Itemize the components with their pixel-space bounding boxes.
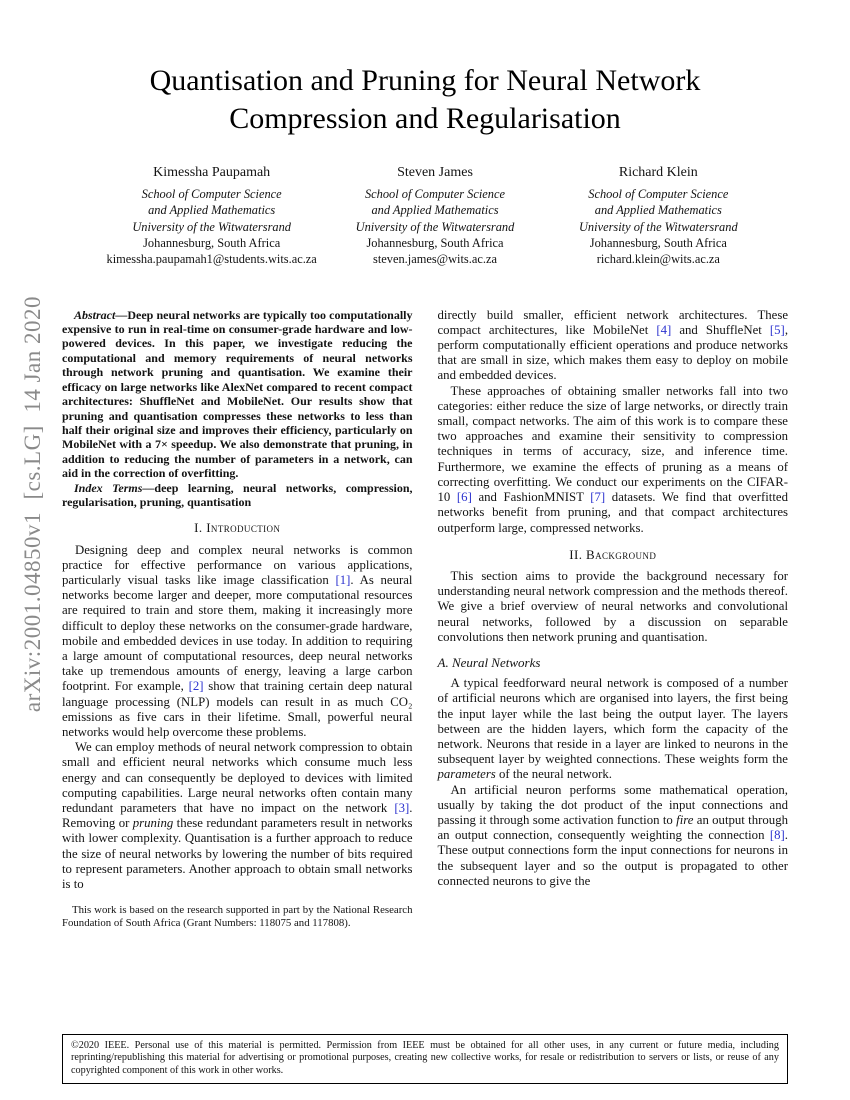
- index-terms: Index Terms—deep learning, neural networks, compression, regularisation, pruning, quantisation: [62, 480, 413, 509]
- author-name: Steven James: [397, 164, 473, 180]
- paper-title: [95, 62, 755, 139]
- paragraph: This section aims to provide the background necessary for understanding neural network compression and the methods thereof. We give a brief overview of neural networks and convolutional neural networks, followed by a discussion on separable convolutions then network pruning and quantisation.: [437, 568, 788, 644]
- paragraph: Designing deep and complex neural networks is common practice for effective performance on various applications, particularly visual tasks like image classification [1]. As neural networks become larger and deeper, more computational resources are required to train and store them, making it increasingly more difficult to deploy these networks on the consumer-grade hardware, mobile and embedded devices in use today. In addition to requiring a large amount of computational resources, deep neural networks take up tremendous amounts of energy, leaving a large carbon footprint. For example, [2] show that training certain deep natural language processing (NLP) models can result in as much CO₂ emissions as five cars in their lifetime. Small, powerful neural networks would help overcome these problems.: [62, 542, 413, 739]
- author-affiliation-line: School of Computer Science: [364, 186, 506, 201]
- author-affiliation-line: and Applied Mathematics: [594, 203, 722, 218]
- thanks-footnote: This work is based on the research supported in part by the National Research Foundation of South Africa (Grant Numbers: 118075 and 117808).: [62, 904, 413, 930]
- citation-link[interactable]: [7]: [590, 490, 606, 505]
- lead-in-label: Index Terms—: [74, 480, 155, 495]
- author-location: Johannesburg, South Africa: [589, 235, 727, 250]
- author-block: [323, 165, 546, 268]
- left-column: [62, 308, 413, 931]
- author-block: [100, 165, 323, 268]
- author-affiliation-line: School of Computer Science: [141, 186, 282, 201]
- paper-title-line-2: Compression and Regularisation: [229, 102, 621, 136]
- ieee-copyright-notice: ©2020 IEEE. Personal use of this material is permitted. Permission from IEEE must be obtained for all other uses, in any current or future media, including reprinting/republishing this material for advertising or promotional purposes, creating new collective works, for resale or redistribution to servers or lists, or reuse of any copyrighted component of this work in other works.: [62, 1034, 788, 1084]
- abstract: Abstract—Deep neural networks are typically too computationally expensive to run in real-time on consumer-grade hardware and low-powered devices. In this paper, we investigate reducing the computational and memory requirements of neural networks through network pruning and quantisation. We examine their efficacy on large networks like AlexNet compared to recent compact architectures: ShuffleNet and MobileNet. Our results show that pruning and quantisation compresses these networks to less than half their original size and improves their efficiency, particularly on MobileNet with a 7× speedup. We also demonstrate that pruning, in addition to reducing the number of parameters in a network, can aid in the correction of overfitting.: [62, 307, 413, 481]
- author-location: Johannesburg, South Africa: [143, 235, 281, 250]
- paragraph: A typical feedforward neural network is composed of a number of artificial neurons which are organised into layers, the first being the input layer while the last being the output layer. The layers between are the hidden layers, which form the capacity of the network. Neurons that reside in a layer are linked to neurons in the subsequent layer by weighted connections. These weights form the parameters of the neural network.: [437, 676, 788, 782]
- paragraph: We can employ methods of neural network compression to obtain small and efficient neural networks which consume much less energy and can consequently be deployed to devices with limited computing capabilities. Large neural networks often contain many redundant parameters that have no impact on the network [3]. Removing or pruning these redundant parameters result in networks with lower complexity. Quantisation is a further approach to reduce the size of neural networks by lowering the number of bits required to represent parameters. Another approach to obtain small networks is to: [62, 740, 413, 892]
- citation-link[interactable]: [4]: [656, 322, 672, 337]
- author-affiliation-line: University of the Witwatersrand: [578, 219, 738, 234]
- citation-link[interactable]: [2]: [188, 679, 204, 694]
- section-heading: II. Background: [569, 546, 657, 562]
- citation-link[interactable]: [5]: [769, 322, 785, 337]
- citation-link[interactable]: [3]: [394, 801, 410, 815]
- author-email: kimessha.paupamah1@students.wits.ac.za: [106, 252, 317, 267]
- subsection-heading: A. Neural Networks: [437, 654, 541, 670]
- article-body: [62, 308, 788, 931]
- author-affiliation-line: and Applied Mathematics: [371, 203, 499, 218]
- author-list: [100, 165, 770, 268]
- paper-title-line-1: Quantisation and Pruning for Neural Network: [149, 64, 701, 97]
- arxiv-stamp: arXiv:2001.04850v1 [cs.LG] 14 Jan 2020: [20, 296, 45, 713]
- author-affiliation-line: University of the Witwatersrand: [355, 219, 515, 234]
- citation-link[interactable]: [6]: [456, 490, 472, 505]
- author-email: steven.james@wits.ac.za: [373, 252, 497, 267]
- paragraph: An artificial neuron performs some mathematical operation, usually by taking the dot product of the input connections and passing it through some activation function to fire an output through an output connection, consequently weighting the connection [8]. These output connections form the input connections for neurons in the subsequent layer and so the output is propagated to other connected neurons to give the: [437, 782, 788, 888]
- author-affiliation-line: School of Computer Science: [588, 186, 729, 201]
- right-column: [438, 308, 789, 931]
- paragraph: directly build smaller, efficient network architectures. These compact architectures, like MobileNet [4] and ShuffleNet [5], perform computationally efficient operations and produce networks that are small in size, which makes them easy to deploy on mobile and embedded devices.: [437, 307, 789, 383]
- author-email: richard.klein@wits.ac.za: [596, 252, 720, 267]
- citation-link[interactable]: [8]: [769, 828, 785, 843]
- author-affiliation-line: University of the Witwatersrand: [132, 219, 291, 234]
- author-name: Kimessha Paupamah: [153, 164, 271, 180]
- paragraph: These approaches of obtaining smaller networks fall into two categories: either reduce the size of large networks, or directly train small, compact networks. The aim of this work is to compare these two approaches and examine their sensitivity to compression techniques in terms of accuracy, size, and inference time. Furthermore, we examine the effects of pruning as a means of correcting overfitting. We conduct our experiments on the CIFAR-10 [6] and FashionMNIST [7] datasets. We find that overfitted networks benefit from pruning, and that compact architectures outperform large, compressed networks.: [437, 383, 788, 535]
- author-block: [547, 165, 770, 268]
- citation-link[interactable]: [1]: [335, 572, 351, 587]
- lead-in-label: Abstract—: [74, 307, 128, 322]
- author-name: Richard Klein: [618, 164, 698, 180]
- author-location: Johannesburg, South Africa: [366, 235, 504, 250]
- author-affiliation-line: and Applied Mathematics: [148, 203, 276, 218]
- section-heading: I. Introduction: [194, 520, 281, 536]
